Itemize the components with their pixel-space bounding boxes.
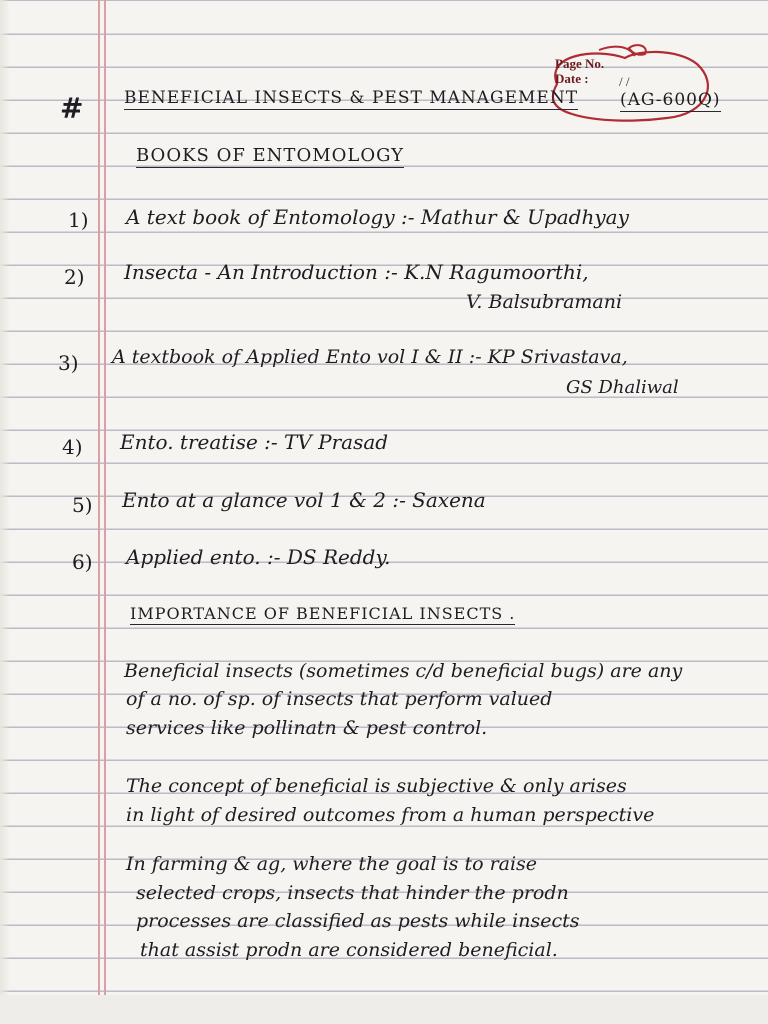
paragraph-line: In farming & ag, where the goal is to raise <box>126 853 538 875</box>
page-title: BENEFICIAL INSECTS & PEST MANAGEMENT <box>124 88 579 108</box>
book-entry: A text book of Entomology :- Mathur & Upadhyay <box>126 205 629 229</box>
book-entry: A textbook of Applied Ento vol I & II :- KP Srivastava, <box>112 346 628 368</box>
page-left-edge <box>0 0 10 1024</box>
page-no-label: Page No. <box>555 56 605 71</box>
paragraph-line: Beneficial insects (sometimes c/d beneficial bugs) are any <box>124 660 683 682</box>
book-entry: Ento. treatise :- TV Prasad <box>120 430 389 454</box>
book-entry: Applied ento. :- DS Reddy. <box>126 545 391 569</box>
book-number: 6) <box>72 550 93 574</box>
paragraph-line: services like pollinatn & pest control. <box>126 717 488 739</box>
book-number: 3) <box>58 351 79 375</box>
paragraph-line: that assist prodn are considered beneficial. <box>140 939 558 961</box>
paragraph-line: processes are classified as pests while insects <box>136 910 580 932</box>
paragraph-line: of a no. of sp. of insects that perform valued <box>126 688 553 710</box>
book-number: 2) <box>64 265 85 289</box>
course-code: (AG-600Q) <box>620 90 721 110</box>
date-marks: / / <box>619 74 630 89</box>
book-number: 1) <box>68 208 89 232</box>
book-entry: Ento at a glance vol 1 & 2 :- Saxena <box>122 488 486 512</box>
margin-line <box>98 0 100 1000</box>
paragraph-line: selected crops, insects that hinder the prodn <box>136 882 569 904</box>
paragraph-line: in light of desired outcomes from a human perspective <box>126 804 655 826</box>
page-bottom-edge <box>0 995 768 1024</box>
books-heading: BOOKS OF ENTOMOLOGY <box>136 145 405 166</box>
book-entry-author: V. Balsubramani <box>466 291 623 313</box>
book-number: 4) <box>62 435 83 459</box>
paragraph-line: The concept of beneficial is subjective & only arises <box>126 775 627 797</box>
book-number: 5) <box>72 493 93 517</box>
margin-line <box>104 0 106 1000</box>
importance-heading: IMPORTANCE OF BENEFICIAL INSECTS . <box>130 604 516 623</box>
hash-mark: # <box>60 92 84 125</box>
book-entry-author: GS Dhaliwal <box>566 377 679 398</box>
date-label: Date : <box>555 71 589 86</box>
book-entry: Insecta - An Introduction :- K.N Ragumoorthi, <box>124 260 589 284</box>
